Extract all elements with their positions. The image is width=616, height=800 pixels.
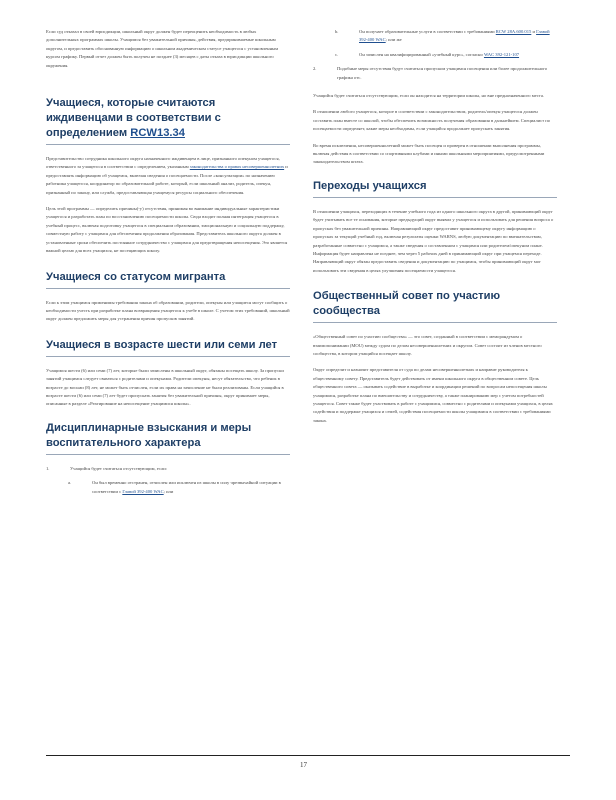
list-item: b. Он получает образовательные услуги в соответствии с требованиями RCW 28A.600.015 и Главой 392-400 WAC; или же [313, 28, 557, 45]
divider [46, 454, 290, 455]
heading-community-board: Общественный совет по участию сообщества [313, 290, 501, 318]
migrants-paragraph: Если к этим учащимся применимы требования закона об образовании, родители, опекуны или учащиеся могут сообщить о необходимости учесть при разработке плана возвращения учащегося к учебе в школе. С учетом этих требований, школьный округ должен предложить меры для устранения причин пропусков занятий. [46, 299, 290, 322]
discipline-list [46, 465, 290, 496]
absence-paragraph-3: Во время исключения, несовершеннолетний может быть посещен и проверен в отношении выполнения программы, включая действия в соответствии со спортивными клубами и иными школьными мероприятиями, предусмотренными законодательством штата. [313, 142, 545, 165]
dependents-text-1: Представительство сотрудника школьного округа назначенного иждивенцем в лице, признанного опекуном учащегося, ответственного за учащегося в соответствии с определением, указанным [46, 156, 280, 170]
left-column [46, 28, 290, 504]
dependents-paragraph-2: Цель этой программы — определить причины(-у) отсутствия, принимая во внимание индивидуальные характеристики учащегося и разработать план по восстановлению посещаемости школы. Сюда входит полная интеграция учащегося в учебный процесс, включая подготовку учащегося в специальном образовании, эмоциональную и социальную поддержку, совместную работу с учащимся для обеспечения продолжения образования. Представитель школьного округа должен в установленные сроки обеспечить постоянное сотрудничество с учащимся для предотвращения непосещения. Это является важной целью для всех учащихся, не посещающих школу. [46, 206, 288, 254]
list-item: 2. Подобные меры отсутствия будут считаться пропуском учащимся посещения или более продолжительного графика отс. [313, 65, 557, 82]
absence-paragraph-2: В отношении любого учащегося, которое в соответствии с законодательством, родитель/опекун учащегося должен составить план вместе со школой, чтобы обеспечить возможность получения образования в дальнейшем. Специалист по посещаемости определяет, какие меры необходимы, если учащийся продолжает пропускать занятия. [313, 109, 551, 132]
dependents-text-1-cont: и предоставлять информацию об учащемся, включая сведения о посещаемости. После «консультации» по назначению работника учащегося, координатор по образовательной работе, который, если школьный анализ, родитель, опекун, признанный по закону, или служба, предоставляющая учащемуся ресурсы социального обеспечения. [46, 164, 288, 195]
continued-list [313, 28, 557, 82]
absence-paragraph-1: Учащийся будет считаться отсутствующим, если он находится на территории школы, но вне предназначенного места. [313, 93, 545, 99]
divider [46, 288, 290, 289]
heading-transfers: Переходы учащихся [313, 179, 427, 192]
list-item: 1. Учащийся будет считаться отсутствующим, если: [46, 465, 290, 473]
board-paragraph-2: Округ определит и назначит представителя от суда по делам несовершеннолетних и направит руководителя к общественному совету. Представитель будет действовать от имени школьного округа в общественном совете. Цель общественного совета — оказывать содействие в выработке и координации решений по вопросам непосещения школы учащимися, разработке плана по вмешательству и сотрудничеству, а также планированию мер с учетом потребностей учащегося. Совет также будет участвовать в работе с учащимися, совместно с родителями и опекунами учащихся, в целях содействия и поддержке учащихся и семей, содействия посещаемости школы учащимися в соответствии с требованиями закона. [313, 367, 553, 423]
heading-migrants: Учащиеся со статусом мигранта [46, 270, 226, 283]
dependents-paragraph-1 [46, 155, 290, 197]
wac-link[interactable]: Главой 392-400 WAC [359, 29, 550, 43]
divider [313, 322, 557, 323]
wac-link[interactable]: Главой 392-400 WAC [122, 488, 164, 494]
list-item: c. Он зачислен на квалифицированный «учебный курс», согласно WAC 392-121-107 [313, 51, 557, 59]
wac-link[interactable]: WAC 392-121-107 [483, 51, 520, 57]
intro-paragraph: Если суд отказал в своей юрисдикции, школьный округ должен будет переоценить необходимость в любых дополнительных программах школы. Учащимся без уважительной причины, действия, предпринимаемые школьным округом, и предоставить обоснованную информацию о школьном академическом статусе учащегося с установленным курсом графику. Первый отчет должен быть получен не позднее (3) месяцев с даты отказа в юрисдикции школьного окружения. [46, 29, 279, 68]
divider [46, 356, 290, 357]
divider [46, 144, 290, 145]
list-item: a. Он был временно отстранен, отчислен или исключен из школы в силу чрезвычайной ситуации в соответствии с Главой 392-400 WAC; или [46, 479, 290, 496]
list-item-text: Он получает образовательные услуги в соответствии с требованиями RCW 28A.600.015 и Главой 392-400 WAC; или же [359, 29, 550, 43]
heading-dependents-ref[interactable]: RCW13.34 [130, 127, 185, 140]
right-column [313, 28, 557, 433]
list-item-text: Подобные меры отсутствия будут считаться пропуском учащимся посещения или более продолжительного графика отс. [337, 66, 548, 80]
heading-dependents [46, 96, 290, 141]
divider [313, 197, 557, 198]
transfers-paragraph: В отношении учащихся, переходящих в течение учебного года из одного школьного округа в другой, принимающий округ будет учитывать все те основания, которые предыдущий округ выявил у учащегося и использовать для решения вопроса о пропусках без уважительной причины. Направляющий округ предоставит принимающему округу информацию о пропусках за текущий учебный год, включая результаты оценки WARNS, любую документацию по вмешательствам, разработанные совместно с учащимся, а также сведения о составленном с учащимся или родителем/опекуном плане. Информация будет направлена не позднее, чем через 5 рабочих дней в принимающий округ при учащемся переходе. Направляющий округ обязан предоставить сведения и документацию по учащимся, чтобы принимающий округ мог использовать эти сведения в целях улучшения посещаемости учащегося. [313, 208, 554, 273]
rcw-link[interactable]: RCW 28A.600.015 [495, 29, 532, 34]
footer-divider [46, 755, 570, 756]
dependents-link[interactable]: законодательства о правах несовершеннолетних [189, 164, 285, 170]
list-item-text: Учащийся будет считаться отсутствующим, если: [70, 465, 168, 471]
page-number: 17 [300, 761, 307, 769]
heading-discipline: Дисциплинарные взыскания и меры воспитательного характера [46, 421, 252, 449]
list-item-text: Он зачислен на квалифицированный «учебный курс», согласно WAC 392-121-107 [359, 51, 520, 57]
board-paragraph-1: «Общественный совет по участию сообщества» — это совет, созданный в соответствии с меморандумом о взаимопонимании (MOU) между судом по делам несовершеннолетних и округом. Совет состоит из членов местного сообщества, в котором учащийся посещает школу. [313, 334, 542, 356]
list-item-text: Он был временно отстранен, отчислен или исключен из школы в силу чрезвычайной ситуации в соответствии с Главой 392-400 WAC; или [92, 480, 281, 494]
heading-age-six-seven: Учащиеся в возрасте шести или семи лет [46, 338, 278, 351]
heading-dependents-text: Учащиеся, которые считаются иждивенцами в соответствии с определением [46, 97, 221, 140]
age-paragraph: Учащимся шести (6) или семи (7) лет, которые были зачислены в школьный округ, обязаны посещать школу. За пропуски занятий учащимся следует связаться с родителями и опекунами. Родители опекуны, несут обязательство, что ребенок в возрасте до восьми (8) лет, не может быть отчислен, если их права на зачисление не были реализованы. Если учащийся в возрасте шести (6) или семи (7) лет будет пропускать занятия без уважительной причины, округ принимает меры, описанные в разделе «Реагирование на непосещение учащимися школы». [46, 367, 284, 407]
